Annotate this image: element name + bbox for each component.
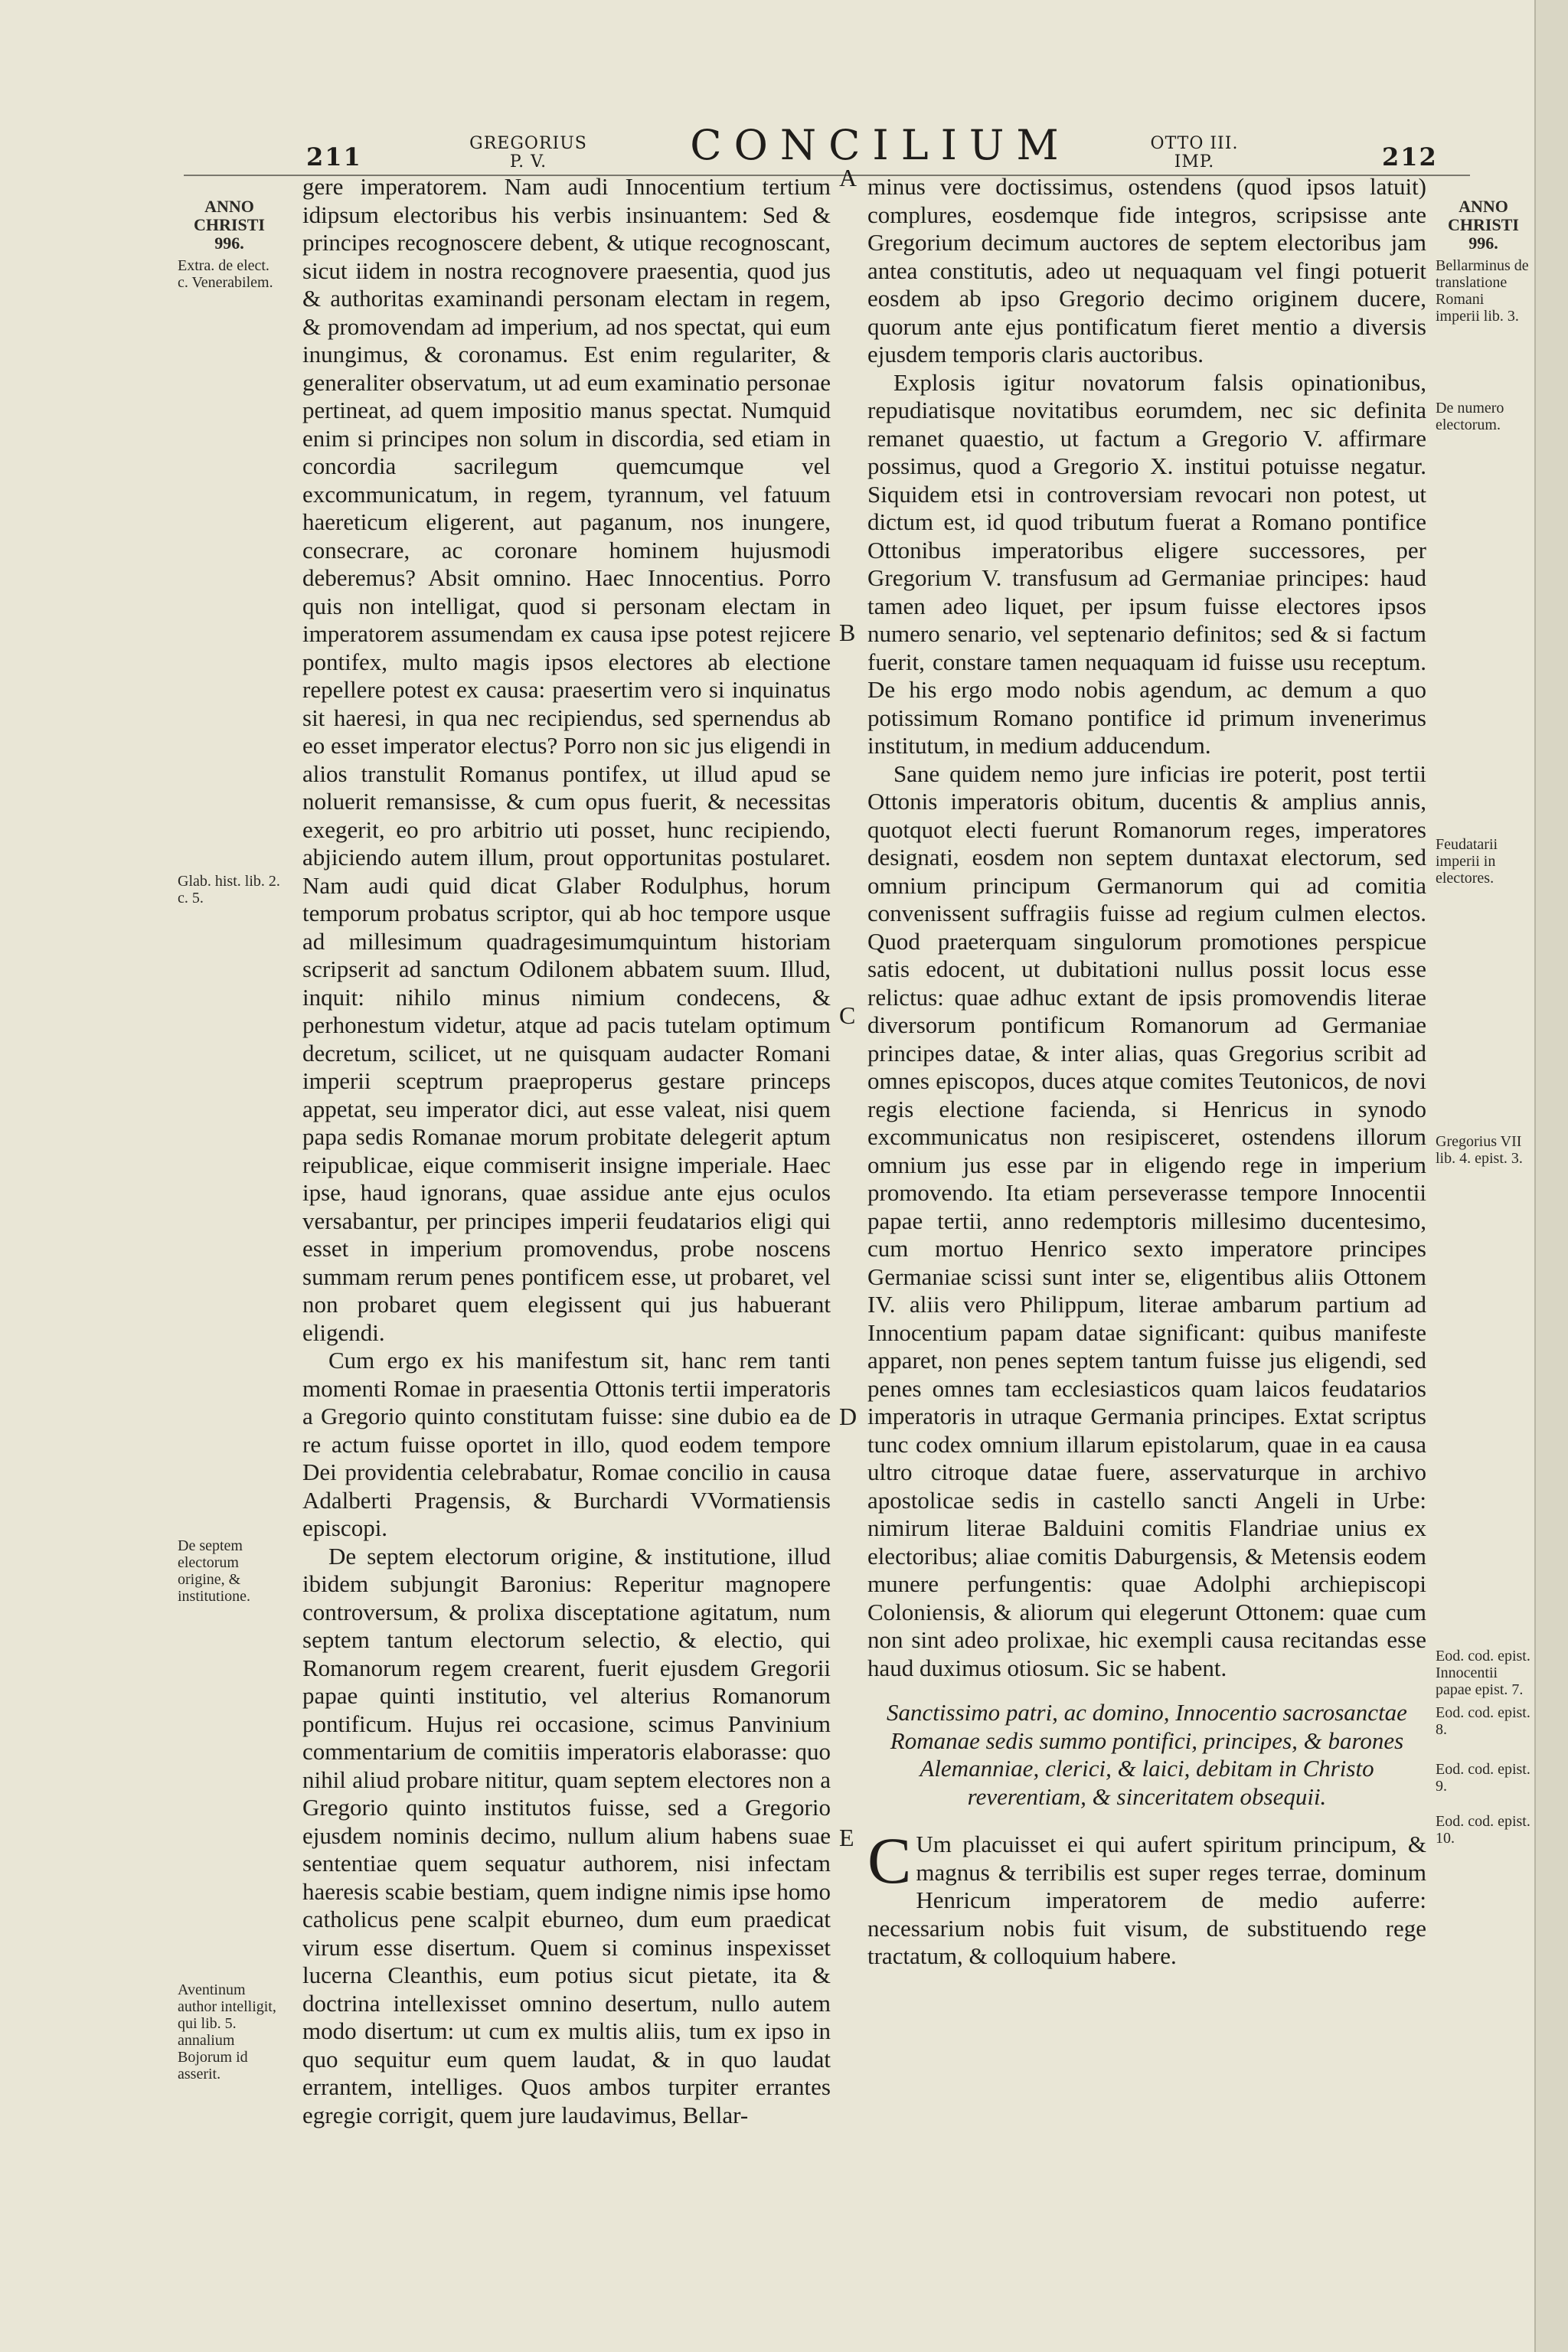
page-header xyxy=(0,115,1534,172)
left-margin-note-3: De septem electorum origine, & institutione. xyxy=(178,1537,250,1605)
right-margin-note-7: Eod. cod. epist. 9. xyxy=(1436,1761,1530,1795)
right-margin-note-2: De numero electorum. xyxy=(1436,400,1504,433)
right-running-head: OTTO III. IMP. xyxy=(1150,134,1239,172)
right-paragraph-3: Sane quidem nemo jure inficias ire poterit, post tertii Ottonis imperatoris obitum, ducentis & amplius annis, quotquot electi fuerunt Romanorum reges, imperatores designati, eosdem non septem duntaxat electorum, sed omnium principum Germanorum qui ad comitia convenissent suffragiis fuisse ad regium culmen electos. Quod praeterquam singulorum promotiones perspicue satis edocent, ut dubitationi nullus possit locus esse relictus: quae adhuc extant de ipsis promovendis literae diversorum pontificum Romanorum ad Germaniae principes datae, & inter alias, quas Gregorius scribit ad omnes episcopos, duces atque comites Teutonicos, de novi regis electione facienda, si Henricus in synodo excommunicatus non resipisceret, ostendens illorum omnium jus esse par in eligendo rege in imperium promovendo. Ita etiam perseverasse tempore Innocentii papae tertii, anno redemptoris millesimo ducentesimo, cum mortuo Henrico sexto imperatore principes Germaniae scissi sunt inter se, eligentibus aliis Ottonem IV. aliis vero Philippum, literae ambarum partium ad Innocentium papam datae significant: quibus manifeste apparet, non penes septem tantum fuisse jus eligendi, sed penes omnes tam ecclesiasticos quam laicos feudatarios imperatoris in utraque Germania principes. Extat scriptus tunc codex omnium illarum epistolarum, quae in ea causa ultro citroque datae fuere, asservaturque in archivo apostolicae sedis in castello sancti Angeli in Urbe: nimirum literae Balduini comitis Flandriae unius ex electoribus; aliae comitis Daburgensis, & Metensis eodem munere perfungentis: quae Adolphi archiepiscopi Coloniensis, & aliorum qui elegerunt Ottonem: quae cum non sint adeo prolixae, hic exempli causa recitandas esse haud duximus otiosum. Sic se habent. xyxy=(867,760,1426,1681)
left-paragraph-3: De septem electorum origine, & institutione, illud ibidem subjungit Baronius: Reperitur magnopere controversum, & prolixa disceptatione agitatum, num septem tantum electorum selectio, & electio, qui Romanorum regem crearent, fuerit ejusdem Gregorii papae quinti institutio, vel alterius Romanorum pontificum. Hujus rei occasione, scimus Panvinium commentarium de comitiis imperatoris elaborasse: quo nihil aliud probare nititur, quam septem electores non a Gregorio quinto institutos fuisse, sed a Gregorio ejusdem nominis decimo, nullum alium habens suae sententiae quem sequatur authorem, nisi infectam haeresis scabie bestiam, quem indigne nimis ipse homo catholicus pene scalpit eburneo, dum eum praedicat virum esse disertum. Quem si cominus inspexisset lucerna Cleanthis, eum potius sicut pietate, ita & doctrina intellexisset omnino desertum, nullo autem modo disertum: ut cum ex multis aliis, tum ex ipso in quo sequitur eum quem laudat, & in quo laudat errantem, intelliges. Quos ambos turpiter errantes egregie corrigit, quem jure laudavimus, Bellar- xyxy=(302,1542,831,2128)
left-text-column xyxy=(302,173,831,2194)
section-letter-d: D xyxy=(839,1403,858,1430)
left-margin-note-4: Aventinum author intelligit, qui lib. 5. annalium Bojorum id asserit. xyxy=(178,1981,276,2082)
right-margin-note-8: Eod. cod. epist. 10. xyxy=(1436,1813,1530,1847)
right-margin-note-5: Eod. cod. epist. Innocentii papae epist. 7. xyxy=(1436,1648,1530,1698)
right-paragraph-2: Explosis igitur novatorum falsis opinationibus, repudiatisque novitatibus eorumdem, nec sic definita remanet quaestio, ut factum a Gregorio V. affirmare possimus, quod a Gregorio X. institui potuisse negatur. Siquidem etsi in controversiam revocari non potest, ut dictum est, id quod tributum fuerat a Romano pontifice Ottonibus imperatoribus eligere successores, per Gregorium V. transfusum ad Germaniae principes: haud tamen adeo liquet, per ipsum fuisse electores ipsos numero senario, vel septenario definitos; sed & si factum fuerit, constare tamen nequaquam id fuisse usu receptum. De his ergo modo nobis agendum, ac demum a quo potissimum Romano pontifice id primum invenerimus institutum, in medium adducendum. xyxy=(867,368,1426,759)
right-margin-note-6: Eod. cod. epist. 8. xyxy=(1436,1704,1530,1738)
section-letter-b: B xyxy=(839,619,856,646)
drop-cap: C xyxy=(867,1824,912,1897)
letter-salutation: Sanctissimo patri, ac domino, Innocentio sacrosanctae Romanae sedis summo pontifici, principes, & barones Alemanniae, clerici, & laici, debitam in Christo reverentiam, & sinceritatem obsequii. xyxy=(887,1699,1407,1810)
letter-body xyxy=(867,1824,1426,1971)
left-margin-note-2: Glab. hist. lib. 2. c. 5. xyxy=(178,873,280,906)
right-text-column xyxy=(867,173,1426,2194)
right-page-number: 212 xyxy=(1382,142,1438,172)
left-margin-anno: ANNO CHRISTI 996. xyxy=(194,197,265,253)
section-letter-a: A xyxy=(839,164,858,191)
left-running-head: GREGORIUS P. V. xyxy=(469,134,587,172)
letter-body-text: Um placuisset ei qui aufert spiritum principum, & magnus & terribilis est super reges terrae, dominum Henricum imperatorem de medio auferre: necessarium nobis fuit visum, de substituendo rege tractatum, & colloquium habere. xyxy=(867,1831,1426,1969)
left-page-number: 211 xyxy=(306,142,362,172)
right-margin-note-1: Bellarminus de translatione Romani imperii lib. 3. xyxy=(1436,257,1529,325)
right-margin-note-3: Feudatarii imperii in electores. xyxy=(1436,836,1498,887)
left-paragraph-2: Cum ergo ex his manifestum sit, hanc rem tanti momenti Romae in praesentia Ottonis tertii imperatoris a Gregorio quinto constitutam fuisse: sine dubio ea de re actum fuisse oportet in illo, quod eodem tempore Dei providentia celebrabatur, Romae concilio in causa Adalberti Pragensis, & Burchardi VVormatiensis episcopi. xyxy=(302,1347,831,1541)
section-letter-e: E xyxy=(839,1824,854,1851)
right-paragraph-1: minus vere doctissimus, ostendens (quod ipsos latuit) complures, eosdemque fide integros, scripsisse ante Gregorium decimum auctores de septem electoribus jam antea constitutis, adeo ut nequaquam vel fingi potuerit eosdem ab ipso Gregorio decimo originem ducere, quorum ante ejus pontificatum fieret mentio a diversis ejusdem temporis claris auctoribus. xyxy=(867,173,1426,368)
right-margin-note-4: Gregorius VII lib. 4. epist. 3. xyxy=(1436,1133,1523,1167)
adjacent-page-edge xyxy=(1534,0,1568,2352)
left-margin-note-1: Extra. de elect. c. Venerabilem. xyxy=(178,257,273,291)
section-letter-c: C xyxy=(839,1001,856,1029)
right-margin-anno: ANNO CHRISTI 996. xyxy=(1448,197,1519,253)
left-paragraph-1: gere imperatorem. Nam audi Innocentium tertium idipsum electoribus his verbis insinuantem: Sed & principes recognoscere debent, & utique recognoscant, sicut iidem in nostra recognovere praesentia, quod jus & authoritas examinandi personam electam in regem, & promovendam ad imperium, ad nos spectat, qui eum inungimus, & coronamus. Est enim regulariter, & generaliter observatum, ut ad eum examinatio personae pertineat, ad quem impositio manus spectat. Numquid enim si principes non solum in discordia, sed etiam in concordia sacrilegum quemcumque vel excommunicatum, in regem, tyrannum, vel fatuum haereticum eligerent, aut paganum, nos inungere, consecrare, ac coronare hominem hujusmodi deberemus? Absit omnino. Haec Innocentius. Porro quis non intelligat, quod si personam electam in imperatorem assumendam ex causa ipse potest rejicere pontifex, multo magis ipsos electores ab electione repellere potest ex causa: praesertim vero si inquinatus sit haeresi, in qua nec recipiendus, sed spernendus ab eo esset imperator electus? Porro non sic jus eligendi in alios transtulit Romanus pontifex, ut illud apud se noluerit remansisse, & cum opus fuerit, & necessitas exegerit, eo pro arbitrio uti posset, hunc recipiendo, abjiciendo autem illum, prout opportunitas postularet. Nam audi quid dicat Glaber Rodulphus, horum temporum probatus scriptor, qui ab hoc tempore usque ad millesimum quadragesimumquintum historiam scripserit ad sanctum Odilonem abbatem suum. Illud, inquit: nihilo minus nimium condecens, & perhonestum videtur, atque ad pacis tutelam optimum decretum, scilicet, ut ne quisquam audacter Romani imperii sceptrum praeproperus gestare princeps appetat, seu imperator dici, aut esse valeat, nisi quem papa sedis Romanae morum probitate delegerit aptum reipublicae, eique commiserit insigne imperiale. Haec ipse, haud ignorans, quae assidue ante ejus oculos versabantur, per principes imperii feudatarios eligi qui esset in imperium promovendus, probe noscens summam rerum penes pontificem esse, ut probaret, vel non probaret quem elegissent qui jus habuerant eligendi. xyxy=(302,173,831,1346)
page-title: CONCILIUM xyxy=(690,121,1071,169)
